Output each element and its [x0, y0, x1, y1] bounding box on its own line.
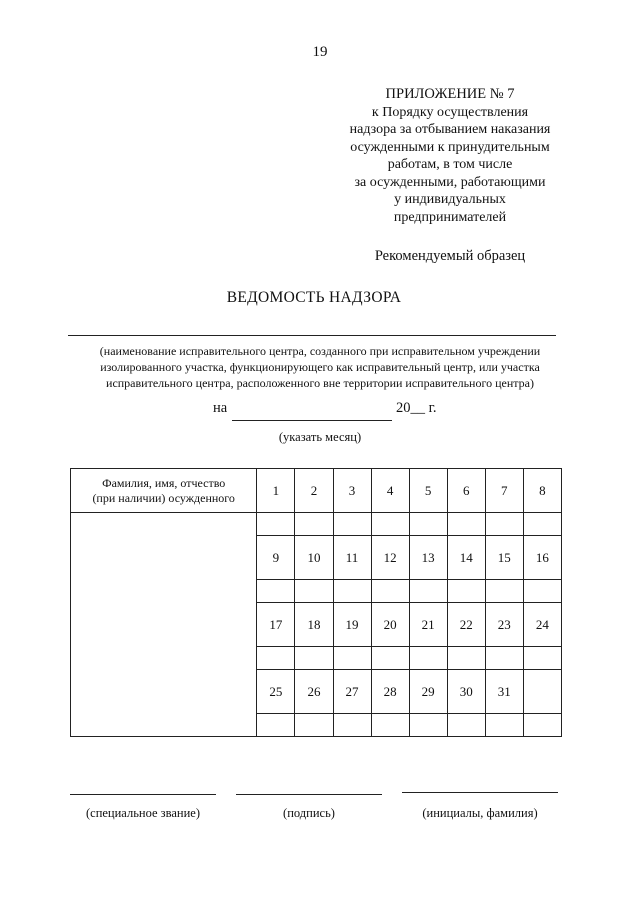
mark-cell[interactable]: [447, 513, 485, 536]
appendix-line: работам, в том числе: [387, 157, 513, 172]
mark-cell[interactable]: [333, 513, 371, 536]
day-cell: 5: [409, 469, 447, 513]
org-caption-line: изолированного участка, функционирующего как исправительный центр, или участка: [100, 360, 540, 374]
mark-cell[interactable]: [447, 647, 485, 670]
mark-cell[interactable]: [371, 513, 409, 536]
mark-cell[interactable]: [485, 513, 523, 536]
day-cell: 15: [485, 536, 523, 580]
mark-cell[interactable]: [523, 647, 561, 670]
initials-caption: (инициалы, фамилия): [422, 806, 538, 820]
day-cell: 18: [295, 603, 333, 647]
mark-cell[interactable]: [409, 580, 447, 603]
day-cell: 19: [333, 603, 371, 647]
name-header-line: Фамилия, имя, отчество: [102, 475, 226, 490]
mark-cell[interactable]: [257, 513, 295, 536]
mark-cell[interactable]: [447, 580, 485, 603]
recommended-sample-label: Рекомендуемый образец: [374, 248, 526, 264]
period-on-label: на: [213, 400, 228, 416]
day-cell: 7: [485, 469, 523, 513]
rank-caption: (специальное звание): [85, 806, 200, 820]
day-cell: 14: [447, 536, 485, 580]
mark-cell[interactable]: [371, 647, 409, 670]
org-caption-line: (наименование исправительного центра, созданного при исправительном учреждении: [99, 344, 541, 358]
mark-cell[interactable]: [409, 513, 447, 536]
signature-caption: (подпись): [283, 806, 335, 820]
appendix-line: за осужденными, работающими: [354, 174, 546, 190]
day-cell: 29: [409, 670, 447, 714]
day-cell: 25: [257, 670, 295, 714]
mark-cell[interactable]: [523, 513, 561, 536]
day-cell: 3: [333, 469, 371, 513]
org-name-line[interactable]: [68, 335, 556, 336]
mark-cell[interactable]: [485, 580, 523, 603]
document-title: ВЕДОМОСТЬ НАДЗОРА: [226, 289, 402, 306]
appendix-line: у индивидуальных: [394, 192, 506, 207]
name-entry-cell[interactable]: [71, 513, 257, 737]
day-cell: 11: [333, 536, 371, 580]
name-header-line: (при наличии) осужденного: [92, 490, 235, 505]
appendix-line: надзора за отбыванием наказания: [349, 122, 551, 137]
day-cell: 9: [257, 536, 295, 580]
mark-cell[interactable]: [447, 714, 485, 737]
mark-cell[interactable]: [295, 647, 333, 670]
mark-cell[interactable]: [295, 513, 333, 536]
supervision-table: [70, 468, 562, 737]
mark-cell[interactable]: [257, 647, 295, 670]
day-cell: 8: [523, 469, 561, 513]
day-cell: 10: [295, 536, 333, 580]
day-cell: 31: [485, 670, 523, 714]
appendix-line: осужденными к принудительным: [350, 139, 550, 155]
mark-cell[interactable]: [295, 580, 333, 603]
day-cell: 23: [485, 603, 523, 647]
signature-line[interactable]: [236, 794, 382, 795]
org-caption-line: исправительного центра, расположенного вне территории исправительного центра): [106, 376, 534, 390]
day-cell: 26: [295, 670, 333, 714]
mark-cell[interactable]: [371, 714, 409, 737]
appendix-line: предпринимателей: [393, 209, 507, 225]
month-line[interactable]: [232, 420, 392, 421]
day-cell: 30: [447, 670, 485, 714]
appendix-title: ПРИЛОЖЕНИЕ № 7: [385, 86, 515, 102]
day-cell: 20: [371, 603, 409, 647]
day-cell: 28: [371, 670, 409, 714]
day-cell: 4: [371, 469, 409, 513]
rank-line[interactable]: [70, 794, 216, 795]
mark-cell[interactable]: [333, 647, 371, 670]
day-cell: 16: [523, 536, 561, 580]
mark-cell[interactable]: [485, 714, 523, 737]
day-cell: 6: [447, 469, 485, 513]
day-cell: 17: [257, 603, 295, 647]
day-cell: 13: [409, 536, 447, 580]
period-year-label: 20__ г.: [396, 400, 437, 416]
mark-cell[interactable]: [523, 580, 561, 603]
mark-cell[interactable]: [523, 714, 561, 737]
day-cell: 27: [333, 670, 371, 714]
day-cell: 24: [523, 603, 561, 647]
mark-cell[interactable]: [295, 714, 333, 737]
page-number: 19: [312, 44, 328, 60]
mark-cell[interactable]: [257, 580, 295, 603]
mark-cell[interactable]: [257, 714, 295, 737]
mark-cell[interactable]: [409, 714, 447, 737]
day-cell: 12: [371, 536, 409, 580]
day-cell: 21: [409, 603, 447, 647]
appendix-line: к Порядку осуществления: [371, 104, 529, 120]
mark-cell[interactable]: [333, 714, 371, 737]
initials-line[interactable]: [402, 792, 558, 793]
day-cell: 22: [447, 603, 485, 647]
org-name-caption: [60, 343, 580, 391]
mark-cell[interactable]: [333, 580, 371, 603]
mark-cell[interactable]: [409, 647, 447, 670]
mark-cell[interactable]: [371, 580, 409, 603]
mark-cell[interactable]: [485, 647, 523, 670]
name-column-header: [71, 469, 257, 513]
day-cell: [523, 670, 561, 714]
month-caption: (указать месяц): [278, 430, 362, 444]
day-cell: 1: [257, 469, 295, 513]
day-cell: 2: [295, 469, 333, 513]
appendix-header: [330, 86, 570, 226]
